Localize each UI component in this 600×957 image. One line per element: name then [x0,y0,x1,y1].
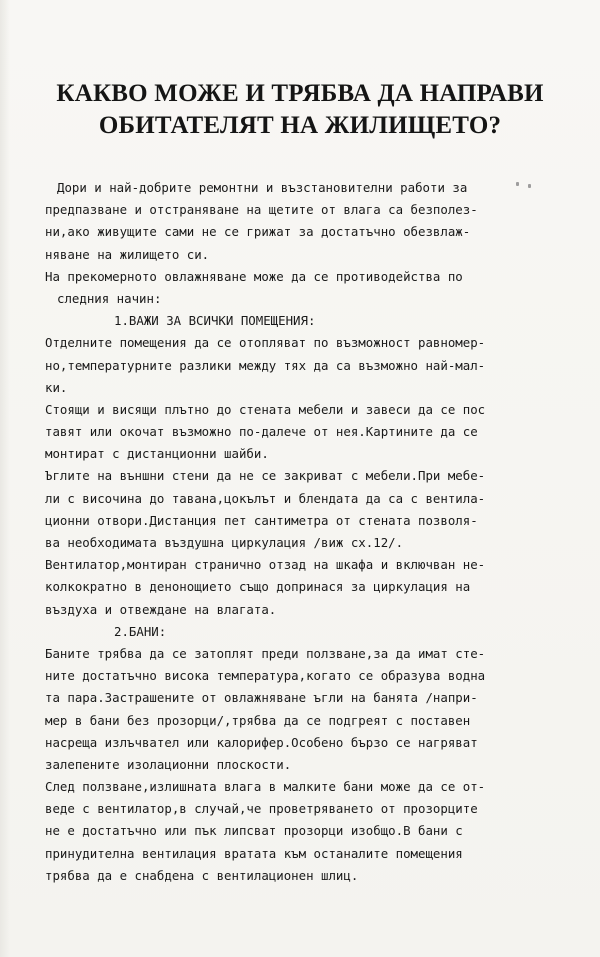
paragraph-line: Баните трябва да се затоплят преди ползване,за да имат сте- [45,645,486,661]
paragraph-line: ните достатъчно висока температура,когато се образува водна [45,668,486,684]
paragraph-line: ционни отвори.Дистанция пет сантиметра от стената позволя- [45,512,478,528]
paragraph-line: Вентилатор,монтиран странично отзад на шкафа и включван не- [45,557,486,573]
paragraph-line: трябва да е снабдена с вентилационен шлиц. [45,867,359,883]
paragraph-line: Дори и най-добрите ремонтни и възстановителни работи за [57,180,468,195]
paragraph-line: ва необходимата въздушна циркулация /виж сх.12/. [45,535,404,550]
paragraph-line: Отделните помещения да се отопляват по възможност равномер- [45,335,486,351]
paragraph-line: ки. [45,379,68,395]
paragraph-line: предпазване и отстраняване на щетите от влага са безполез- [45,202,478,218]
paragraph-line: След ползване,излишната влага в малките бани може да се от- [45,779,486,795]
paragraph-line: На прекомерното овлажняване може да се противодейства по [45,268,463,284]
document-body [45,177,565,887]
paragraph-line: не е достатъчно или пък липсват прозорци изобщо.В бани с [45,823,463,839]
paragraph-line: залепените изолационни плоскости. [45,756,292,772]
paragraph-line: монтират с дистанционни шайби. [45,446,269,462]
document-title [40,78,560,142]
paragraph-line: но,температурните разлики между тях да са възможно най-мал- [45,357,486,373]
paragraph-line: Стоящи и висящи плътно до стената мебели и завеси да се пос [45,401,486,417]
paragraph-line: ни,ако живущите сами не се грижат за достатъчно обезвлаж- [45,224,471,240]
title-line-2: ОБИТАТЕЛЯТ НА ЖИЛИЩЕТО? [98,112,502,139]
paragraph-line: насреща излъчвател или калорифер.Особено бързо се нагряват [45,734,478,750]
paragraph-line: няване на жилището си. [45,246,210,262]
paragraph-line: колкократно в денонощието също допринася за циркулация на [45,579,471,595]
paragraph-line: принудителна вентилация вратата към останалите помещения [45,845,463,861]
section-heading-2: 2.БАНИ: [114,623,167,639]
paragraph-line: ли с височина до тавана,цокълът и блендата да са с вентила- [45,490,486,506]
paragraph-line: мер в бани без прозорци/,трябва да се подгреят с поставен [45,712,471,728]
title-line-1: КАКВО МОЖЕ И ТРЯБВА ДА НАПРАВИ [56,80,544,107]
scan-speck [516,182,519,186]
scan-speck [528,184,531,188]
paragraph-line: въздуха и отвеждане на влагата. [45,601,277,617]
scan-edge [0,0,10,957]
paragraph-line: веде с вентилатор,в случай,че проветряването от прозорците [45,801,478,817]
section-heading-1: 1.ВАЖИ ЗА ВСИЧКИ ПОМЕЩЕНИЯ: [114,313,316,329]
paragraph-line: Ъглите на външни стени да не се закриват с мебели.При мебе- [45,468,486,484]
paragraph-line: следния начин: [57,290,162,306]
paragraph-line: тавят или окочат възможно по-далече от нея.Картините да се [45,424,478,440]
paragraph-line: та пара.Застрашените от овлажняване ъгли на банята /напри- [45,690,478,706]
